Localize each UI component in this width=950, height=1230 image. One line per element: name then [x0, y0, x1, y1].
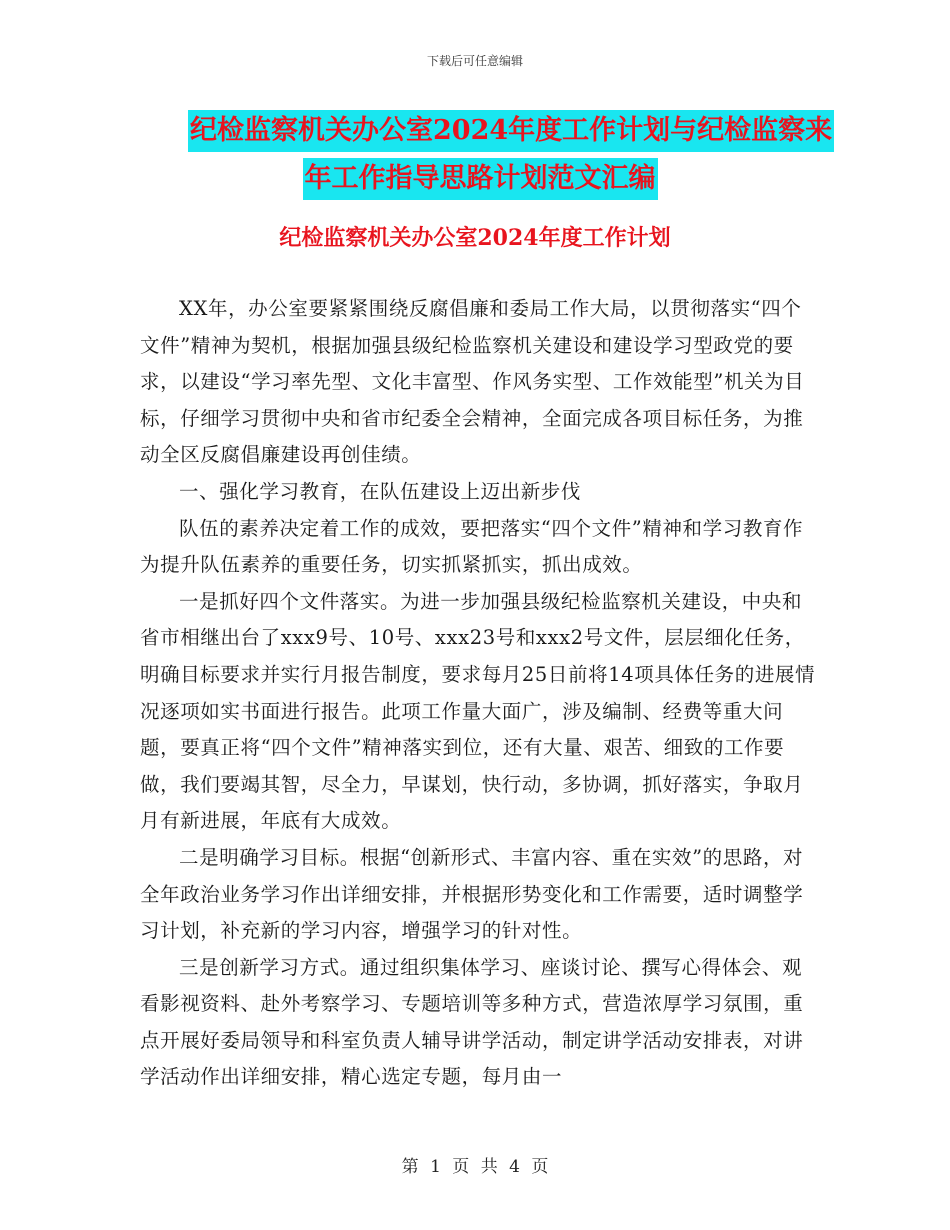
body-paragraph: 二是明确学习目标。根据“创新形式、丰富内容、重在实效”的思路，对全年政治业务学习作出详细安排，并根据形势变化和工作需要，适时调整学习计划，补充新的学习内容，增强学习的针对性。 [140, 845, 804, 943]
title-line-2: 年工作指导思路计划范文汇编 [303, 158, 658, 200]
body-paragraph: 一是抓好四个文件落实。为进一步加强县级纪检监察机关建设，中央和省市相继出台了xxx9号、10号、xxx23号和xxx2号文件，层层细化任务，明确目标要求并实行月报告制度，要求每月25日前将14项具体任务的进展情况逐项如实书面进行报告。此项工作量大面广，涉及编制、经费等重大问题，要真正将“四个文件”精神落实到位，还有大量、艰苦、细致的工作要做，我们要竭其智，尽全力，早谋划，快行动，多协调，抓好落实，争取月月有新进展，年底有大成效。 [140, 589, 816, 833]
document-title [140, 110, 833, 206]
body-paragraph: 三是创新学习方式。通过组织集体学习、座谈讨论、撰写心得体会、观看影视资料、赴外考察学习、专题培训等多种方式，营造浓厚学习氛围，重点开展好委局领导和科室负责人辅导讲学活动，制定讲学活动安排表，对讲学活动作出详细安排，精心选定专题，每月由一 [140, 955, 804, 1089]
document-body [140, 291, 820, 1096]
page-header-note: 下载后可任意编辑 [426, 54, 523, 68]
title-line-1: 纪检监察机关办公室2024年度工作计划与纪检监察来 [188, 110, 834, 152]
body-paragraph: 队伍的素养决定着工作的成效，要把落实“四个文件”精神和学习教育作为提升队伍素养的重要任务，切实抓紧抓实，抓出成效。 [140, 516, 804, 577]
section-subtitle: 纪检监察机关办公室2024年度工作计划 [279, 225, 671, 251]
body-paragraph: XX年，办公室要紧紧围绕反腐倡廉和委局工作大局，以贯彻落实“四个文件”精神为契机，根据加强县级纪检监察机关建设和建设学习型政党的要求，以建设“学习率先型、文化丰富型、作风务实型、工作效能型”机关为目标，仔细学习贯彻中央和省市纪委全会精神，全面完成各项目标任务，为推动全区反腐倡廉建设再创佳绩。 [140, 297, 805, 467]
section-heading: 一、强化学习教育，在队伍建设上迈出新步伐 [179, 479, 582, 503]
page-number-footer: 第 1 页 共 4 页 [401, 1157, 549, 1177]
